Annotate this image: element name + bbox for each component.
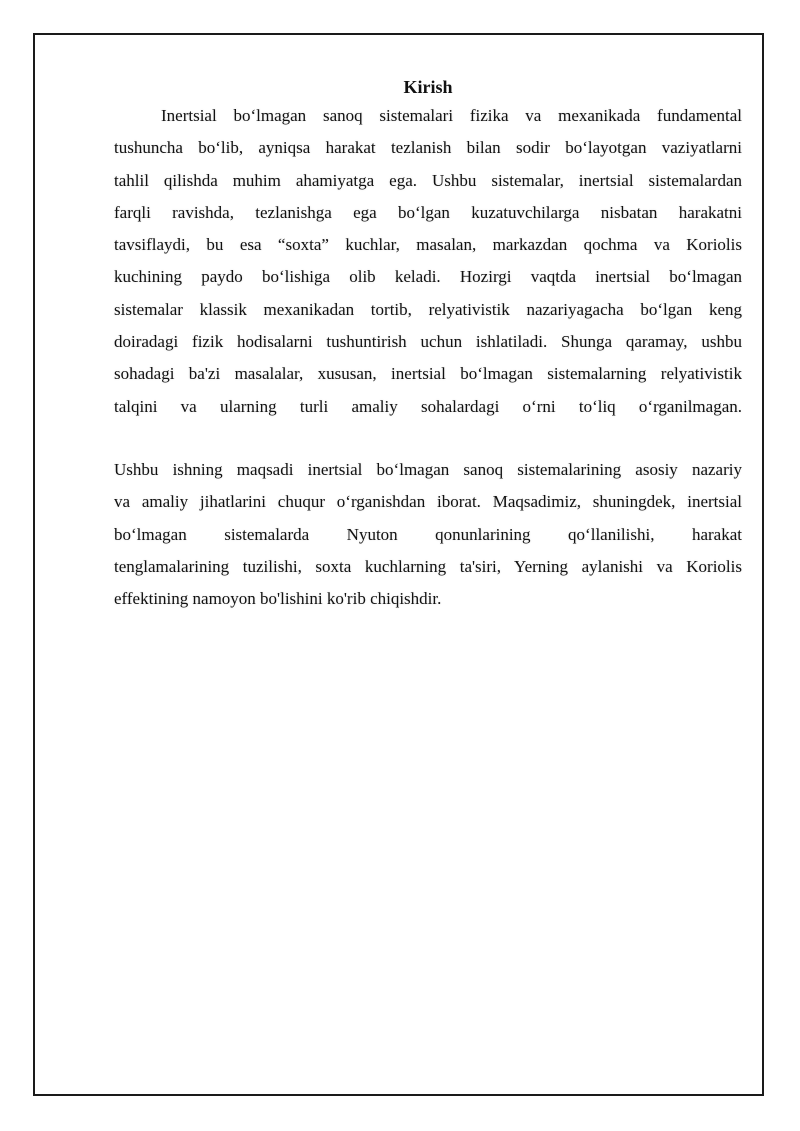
text-line: tenglamalarining tuzilishi, soxta kuchlarning ta'siri, Yerning aylanishi va Koriolis	[114, 556, 742, 576]
text-line: tushuncha bo‘lib, ayniqsa harakat tezlanish bilan sodir bo‘layotgan vaziyatlarni	[114, 138, 742, 158]
text-line: talqini va ularning turli amaliy sohalardagi o‘rni to‘liq o‘rganilmagan.	[114, 396, 742, 416]
text-line: tahlil qilishda muhim ahamiyatga ega. Ushbu sistemalar, inertsial sistemalardan	[114, 170, 742, 190]
text-line: doiradagi fizik hodisalarni tushuntirish uchun ishlatiladi. Shunga qaramay, ushbu	[114, 332, 742, 352]
text-line: Inertsial bo‘lmagan sanoq sistemalari fizika va mexanikada fundamental	[161, 106, 742, 125]
text-line: sistemalar klassik mexanikadan tortib, relyativistik nazariyagacha bo‘lgan keng	[114, 299, 742, 319]
document-body	[114, 74, 742, 615]
paragraph-goal	[114, 454, 742, 615]
text-line: sohadagi ba'zi masalalar, xususan, inertsial bo‘lmagan sistemalarning relyativistik	[114, 364, 742, 384]
text-line: effektining namoyon bo'lishini ko'rib chiqishdir.	[114, 589, 442, 609]
text-line: farqli ravishda, tezlanishga ega bo‘lgan kuzatuvchilarga nisbatan harakatni	[114, 202, 742, 222]
page-title: Kirish	[403, 77, 453, 97]
text-line: Ushbu ishning maqsadi inertsial bo‘lmagan sanoq sistemalarining asosiy nazariy	[114, 459, 742, 479]
text-line: kuchining paydo bo‘lishiga olib keladi. Hozirgi vaqtda inertsial bo‘lmagan	[114, 267, 742, 287]
text-line: bo‘lmagan sistemalarda Nyuton qonunlarining qo‘llanilishi, harakat	[114, 524, 742, 544]
text-line: tavsiflaydi, bu esa “soxta” kuchlar, masalan, markazdan qochma va Koriolis	[114, 235, 742, 255]
text-line: va amaliy jihatlarini chuqur o‘rganishdan iborat. Maqsadimiz, shuningdek, inertsial	[114, 492, 742, 512]
paragraph-intro	[114, 100, 742, 423]
